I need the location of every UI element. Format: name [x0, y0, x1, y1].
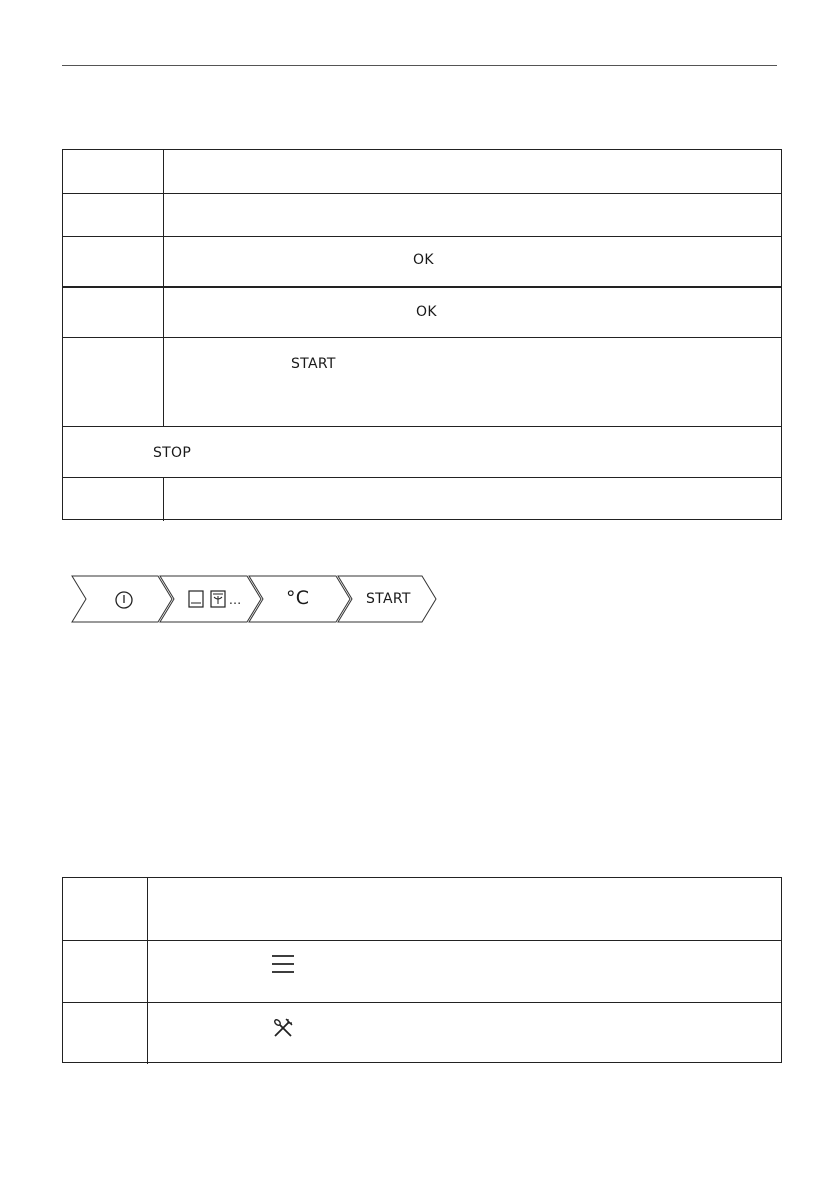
cutlery-icon	[272, 1017, 294, 1039]
column-divider	[163, 194, 164, 236]
table-row	[63, 337, 781, 426]
column-divider	[163, 150, 164, 193]
menu-table	[62, 877, 782, 1063]
ok-button-label: OK	[413, 252, 434, 268]
table-row	[63, 286, 781, 337]
power-icon	[114, 590, 134, 610]
table-row	[63, 477, 781, 521]
column-divider	[147, 878, 148, 940]
table-row	[63, 426, 781, 477]
table-row	[63, 150, 781, 193]
menu-icon	[271, 953, 295, 975]
table-row	[63, 940, 781, 1002]
table-row	[63, 236, 781, 286]
column-divider	[163, 237, 164, 286]
oven-mode-icon	[188, 590, 204, 608]
table-row	[63, 878, 781, 940]
table-row	[63, 193, 781, 236]
temperature-label: °C	[286, 587, 310, 609]
ok-button-label: OK	[416, 304, 437, 320]
column-divider	[163, 338, 164, 426]
stop-button-label: STOP	[153, 445, 192, 461]
start-button-label: START	[291, 356, 336, 372]
column-divider	[147, 1003, 148, 1064]
header-rule	[62, 65, 777, 66]
table-row	[63, 1002, 781, 1064]
procedure-table	[62, 149, 782, 520]
more-functions-ellipsis: ...	[229, 593, 242, 607]
heating-function-icon	[210, 590, 226, 608]
start-label: START	[366, 591, 411, 607]
column-divider	[147, 941, 148, 1002]
column-divider	[163, 478, 164, 521]
column-divider	[163, 288, 164, 337]
cooking-sequence	[70, 574, 440, 624]
